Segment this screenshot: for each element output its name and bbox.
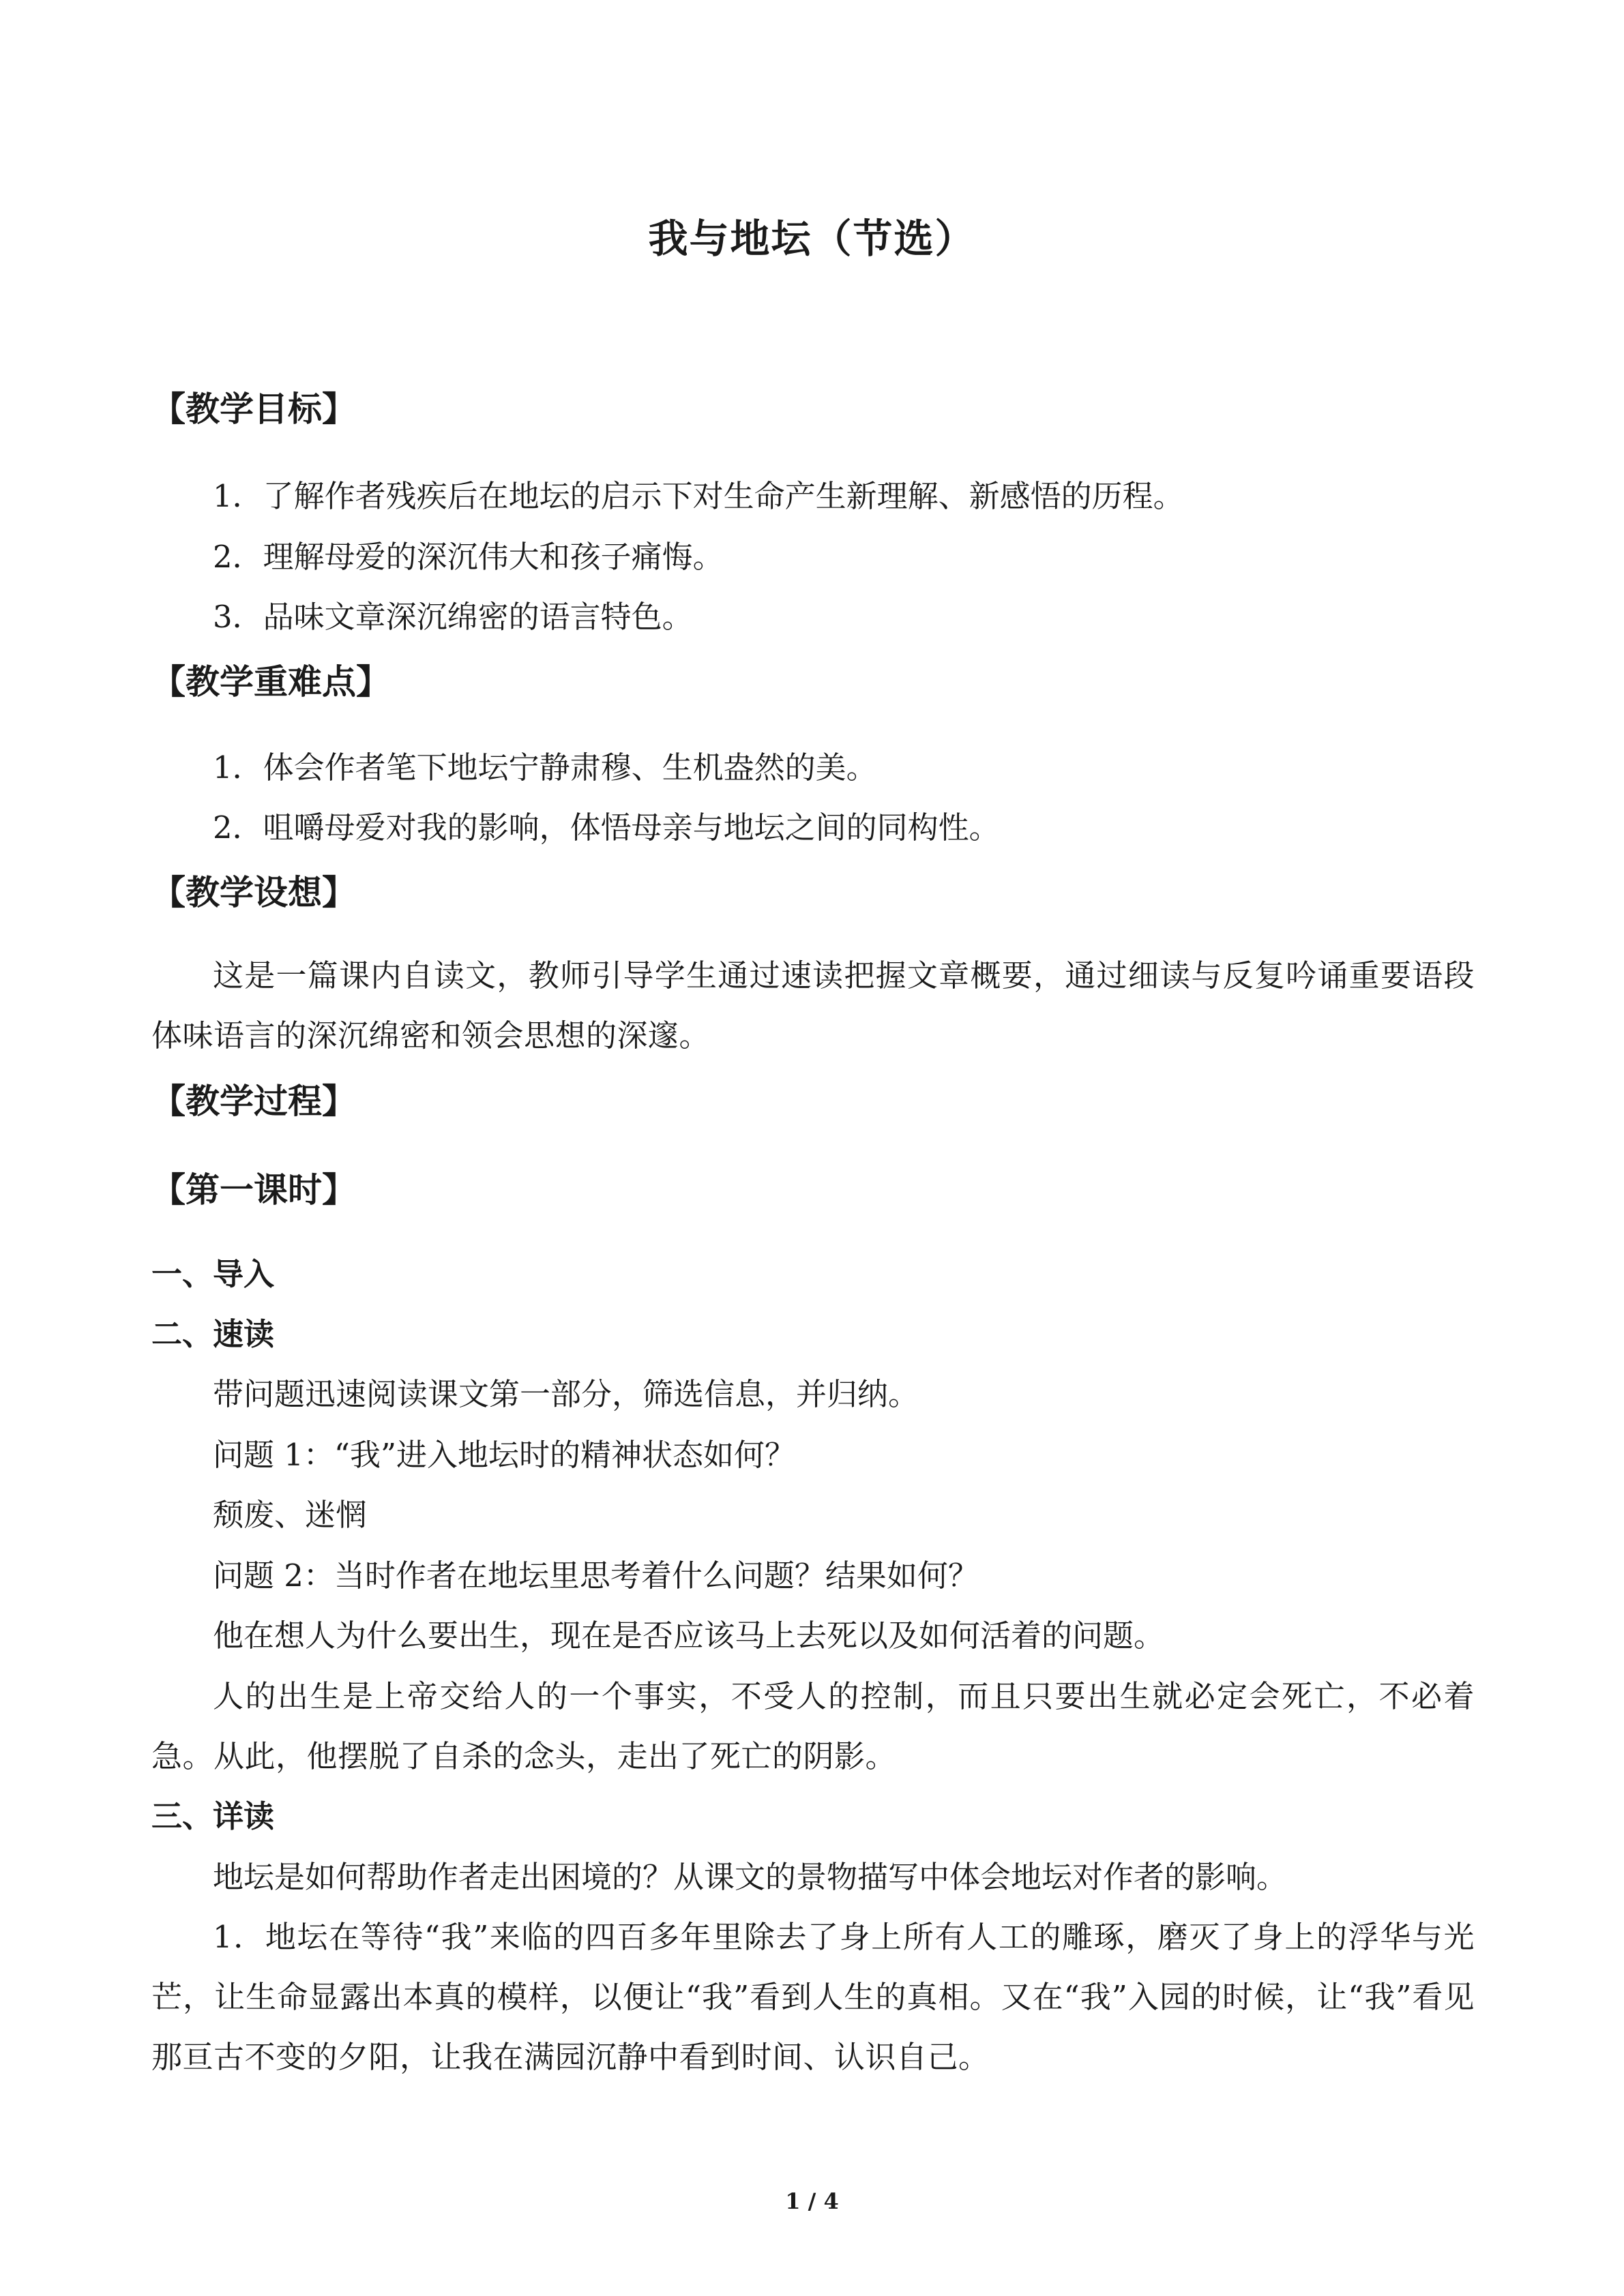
goal-item: 1．了解作者残疾后在地坛的启示下对生命产生新理解、新感悟的历程。 [213,478,1184,514]
speed-read-line: 颓废、迷惘 [213,1497,367,1533]
speed-read-line: 问题 1：“我”进入地坛时的精神状态如何？ [213,1437,795,1473]
speed-read-line: 带问题迅速阅读课文第一部分，筛选信息，并归纳。 [213,1376,919,1412]
step-heading-intro: 一、导入 [151,1256,275,1292]
section-heading-process: 【教学过程】 [151,1082,356,1121]
section-heading-goals: 【教学目标】 [151,389,356,429]
step-heading-detail-read: 三、详读 [151,1798,275,1834]
goal-item: 2．理解母爱的深沉伟大和孩子痛悔。 [213,539,724,575]
goal-item: 3．品味文章深沉绵密的语言特色。 [213,599,693,635]
section-heading-design: 【教学设想】 [151,873,356,912]
speed-read-line: 他在想人为什么要出生，现在是否应该马上去死以及如何活着的问题。 [213,1617,1165,1654]
detail-read-point: 1．地坛在等待“我”来临的四百多年里除去了身上所有人工的雕琢，磨灭了身上的浮华与光芒，让生命显露出本真的模样，以便让“我”看到人生的真相。又在“我”入园的时候，让“我”看见那亘古不变的夕阳，让我在满园沉静中看到时间、认识自己。 [151,1919,1475,2075]
section-heading-key-points: 【教学重难点】 [151,662,390,702]
key-point-item: 2．咀嚼母爱对我的影响，体悟母亲与地坛之间的同构性。 [213,809,1000,846]
detail-read-question: 地坛是如何帮助作者走出困境的？从课文的景物描写中体会地坛对作者的影响。 [213,1859,1288,1895]
section-heading-lesson1: 【第一课时】 [151,1170,356,1210]
design-paragraph: 这是一篇课内自读文，教师引导学生通过速读把握文章概要，通过细读与反复吟诵重要语段体味语言的深沉绵密和领会思想的深邃。 [151,957,1475,1054]
key-point-item: 1．体会作者笔下地坛宁静肃穆、生机盎然的美。 [213,749,877,786]
speed-read-answer: 人的出生是上帝交给人的一个事实，不受人的控制，而且只要出生就必定会死亡，不必着急。从此，他摆脱了自杀的念头，走出了死亡的阴影。 [151,1678,1475,1774]
document-title: 我与地坛（节选） [648,215,976,262]
speed-read-line: 问题 2：当时作者在地坛里思考着什么问题？结果如何？ [213,1557,979,1594]
page-number: 1 / 4 [785,2188,839,2214]
step-heading-speed-read: 二、速读 [151,1316,275,1352]
